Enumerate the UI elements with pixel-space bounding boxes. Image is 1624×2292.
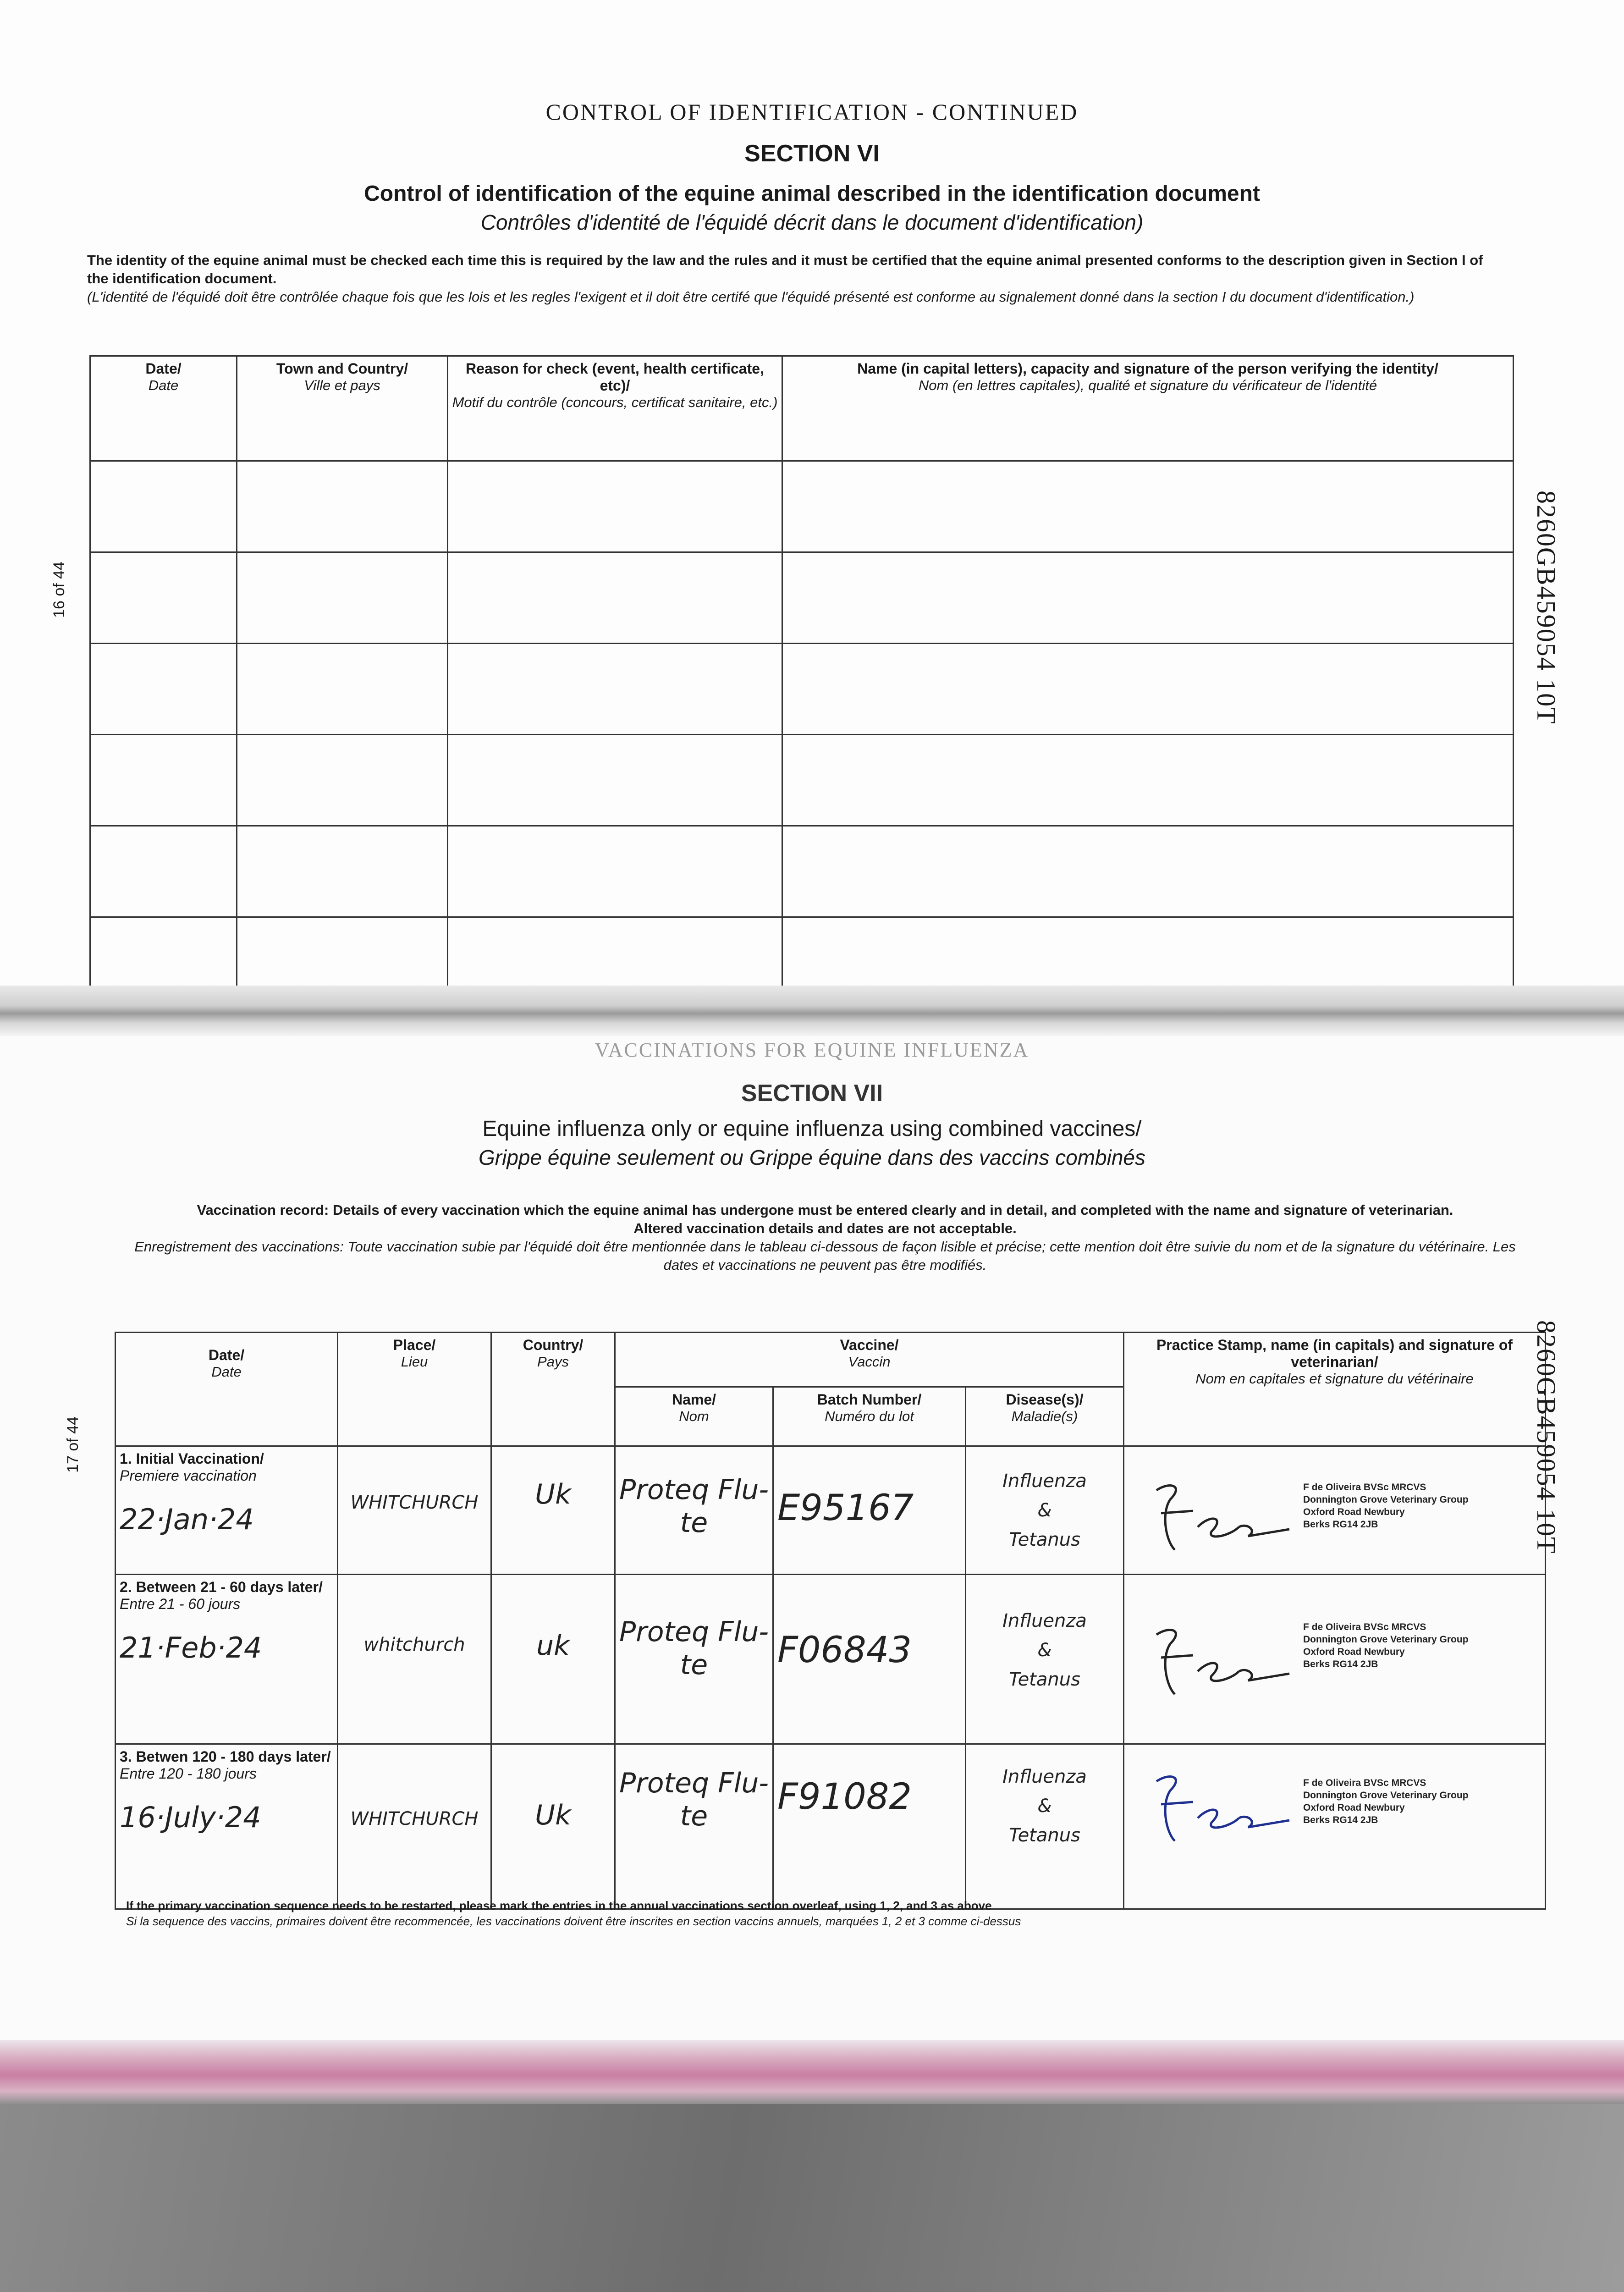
passport-number-top: 8260GB459054 10T [1531, 490, 1561, 725]
intro-english: The identity of the equine animal must be checked each time this is required by the law and the rules and it must be certified that the equine animal presented conforms to the description given in Section I of the identification document. [87, 252, 1483, 286]
vaccination-stage: 3. Betwen 120 - 180 days later/ Entre 120 - 180 jours 16·July·24 [116, 1744, 338, 1909]
section-vi-subtitle: Contrôles d'identité de l'équidé décrit dans le document d'identification) [480, 210, 1144, 234]
faded-vaccination-header: VACCINATIONS FOR EQUINE INFLUENZA [595, 1039, 1029, 1061]
record-text-fr: Toute vaccination subie par l'équidé doit être mentionnée dans le tableau ci-dessous de façon lisible et précise; cette mention doit être suivie du nom et de la signature du vétérinaire. Les dates et vaccinations ne peuvent pas être modifiés. [347, 1239, 1516, 1273]
vaccination-table [115, 1332, 1546, 1910]
place-cell: WHITCHURCH [338, 1446, 491, 1575]
stamp-cell [1124, 1575, 1546, 1744]
vaccination-table-header [116, 1333, 1546, 1387]
col-disease: Disease(s)/ Maladie(s) [966, 1387, 1124, 1446]
col-vaccine: Vaccine/ Vaccin [615, 1333, 1124, 1387]
restart-note [126, 1898, 1021, 1929]
scanner-background [0, 2104, 1624, 2292]
section-vi-header: CONTROL OF IDENTIFICATION - CONTINUED [545, 99, 1079, 125]
stamp-cell [1124, 1446, 1546, 1575]
table-row [116, 1575, 1546, 1744]
section-vi-heading: SECTION VI [744, 140, 880, 167]
col-reason: Reason for check (event, health certificate, etc)/ Motif du contrôle (concours, certificat sanitaire, etc.) [448, 356, 782, 461]
page-number-16: 16 of 44 [50, 562, 68, 618]
section-vii-heading: SECTION VII [741, 1080, 883, 1107]
col-verifier: Name (in capital letters), capacity and signature of the person verifying the identity/ Nom (en lettres capitales), qualité et signature du vérificateur de l'identité [782, 356, 1514, 461]
passport-number-bottom: 8260GB459054 10T [1531, 1320, 1561, 1554]
batch-cell: E95167 [773, 1446, 966, 1575]
record-text-en: Details of every vaccination which the equine animal has undergone must be entered clearly and in detail, and completed with the name and signature of veterinarian. [332, 1202, 1453, 1218]
practice-stamp: F de Oliveira BVSc MRCVS Donnington Grove Veterinary Group Oxford Road Newbury Berks RG14 2JB [1303, 1622, 1469, 1669]
col-place: Place/ Lieu [338, 1333, 491, 1446]
place-cell: whitchurch [338, 1575, 491, 1744]
section-vii-subtitle: Grippe équine seulement ou Grippe équine dans des vaccins combinés [479, 1146, 1145, 1169]
vaccine-name-cell: Proteq Flu-te [615, 1575, 773, 1744]
col-practice-stamp: Practice Stamp, name (in capitals) and signature of veterinarian/ Nom en capitales et signature du vétérinaire [1124, 1333, 1546, 1446]
intro-french: (L'identité de l'équidé doit être contrôlée chaque fois que les lois et les regles l'exigent et il doit être certifé que l'équidé présenté est conforme au signalement donné dans la section I du document d'identification.) [87, 289, 1415, 305]
vaccination-stage: 1. Initial Vaccination/ Premiere vaccination 22·Jan·24 [116, 1446, 338, 1575]
veterinarian-signature [1143, 1472, 1294, 1559]
veterinarian-signature [1143, 1763, 1294, 1850]
vaccination-stage: 2. Between 21 - 60 days later/ Entre 21 - 60 jours 21·Feb·24 [116, 1575, 338, 1744]
table-row [116, 1744, 1546, 1909]
vaccine-name-cell: Proteq Flu-te [615, 1744, 773, 1909]
vaccination-date: 22·Jan·24 [120, 1503, 254, 1536]
country-cell: uk [491, 1575, 615, 1744]
record-text-en-2: Altered vaccination details and dates are not acceptable. [633, 1220, 1017, 1236]
col-country: Country/ Pays [491, 1333, 615, 1446]
col-vac-date: Date/ Date [116, 1333, 338, 1446]
vaccination-record-instructions [124, 1201, 1526, 1274]
place-cell: WHITCHURCH [338, 1744, 491, 1909]
country-cell: Uk [491, 1744, 615, 1909]
disease-cell: Influenza & Tetanus [966, 1744, 1124, 1909]
disease-cell: Influenza & Tetanus [966, 1446, 1124, 1575]
section-vii-title: Equine influenza only or equine influenza using combined vaccines/ [482, 1117, 1142, 1141]
page-number-17: 17 of 44 [64, 1416, 82, 1473]
veterinarian-signature [1143, 1616, 1294, 1703]
col-date: Date/ Date [90, 356, 237, 461]
vaccination-date: 16·July·24 [120, 1801, 261, 1834]
practice-stamp: F de Oliveira BVSc MRCVS Donnington Grove Veterinary Group Oxford Road Newbury Berks RG14 2JB [1303, 1778, 1469, 1825]
restart-note-fr: Si la sequence des vaccins, primaires doivent être recommencée, les vaccinations doivent être inscrites en section vaccins annuels, marquées 1, 2 et 3 comme ci-dessus [126, 1914, 1021, 1928]
restart-note-en: If the primary vaccination sequence needs to be restarted, please mark the entries in the annual vaccinations section overleaf, using 1, 2, and 3 as above [126, 1899, 992, 1912]
disease-cell: Influenza & Tetanus [966, 1575, 1124, 1744]
col-batch: Batch Number/ Numéro du lot [773, 1387, 966, 1446]
record-label-fr: Enregistrement des vaccinations: [134, 1239, 344, 1255]
section-vi-title: Control of identification of the equine animal described in the identification document [364, 182, 1260, 206]
col-town-country: Town and Country/ Ville et pays [237, 356, 448, 461]
vaccination-date: 21·Feb·24 [120, 1631, 262, 1664]
practice-stamp: F de Oliveira BVSc MRCVS Donnington Grove Veterinary Group Oxford Road Newbury Berks RG14 2JB [1303, 1482, 1469, 1530]
record-label-en: Vaccination record: [197, 1202, 329, 1218]
stamp-cell [1124, 1744, 1546, 1909]
vaccine-name-cell: Proteq Flu-te [615, 1446, 773, 1575]
table-row [116, 1446, 1546, 1575]
book-cover-edge [0, 2040, 1624, 2104]
col-vaccine-name: Name/ Nom [615, 1387, 773, 1446]
batch-cell: F06843 [773, 1575, 966, 1744]
batch-cell: F91082 [773, 1744, 966, 1909]
country-cell: Uk [491, 1446, 615, 1575]
